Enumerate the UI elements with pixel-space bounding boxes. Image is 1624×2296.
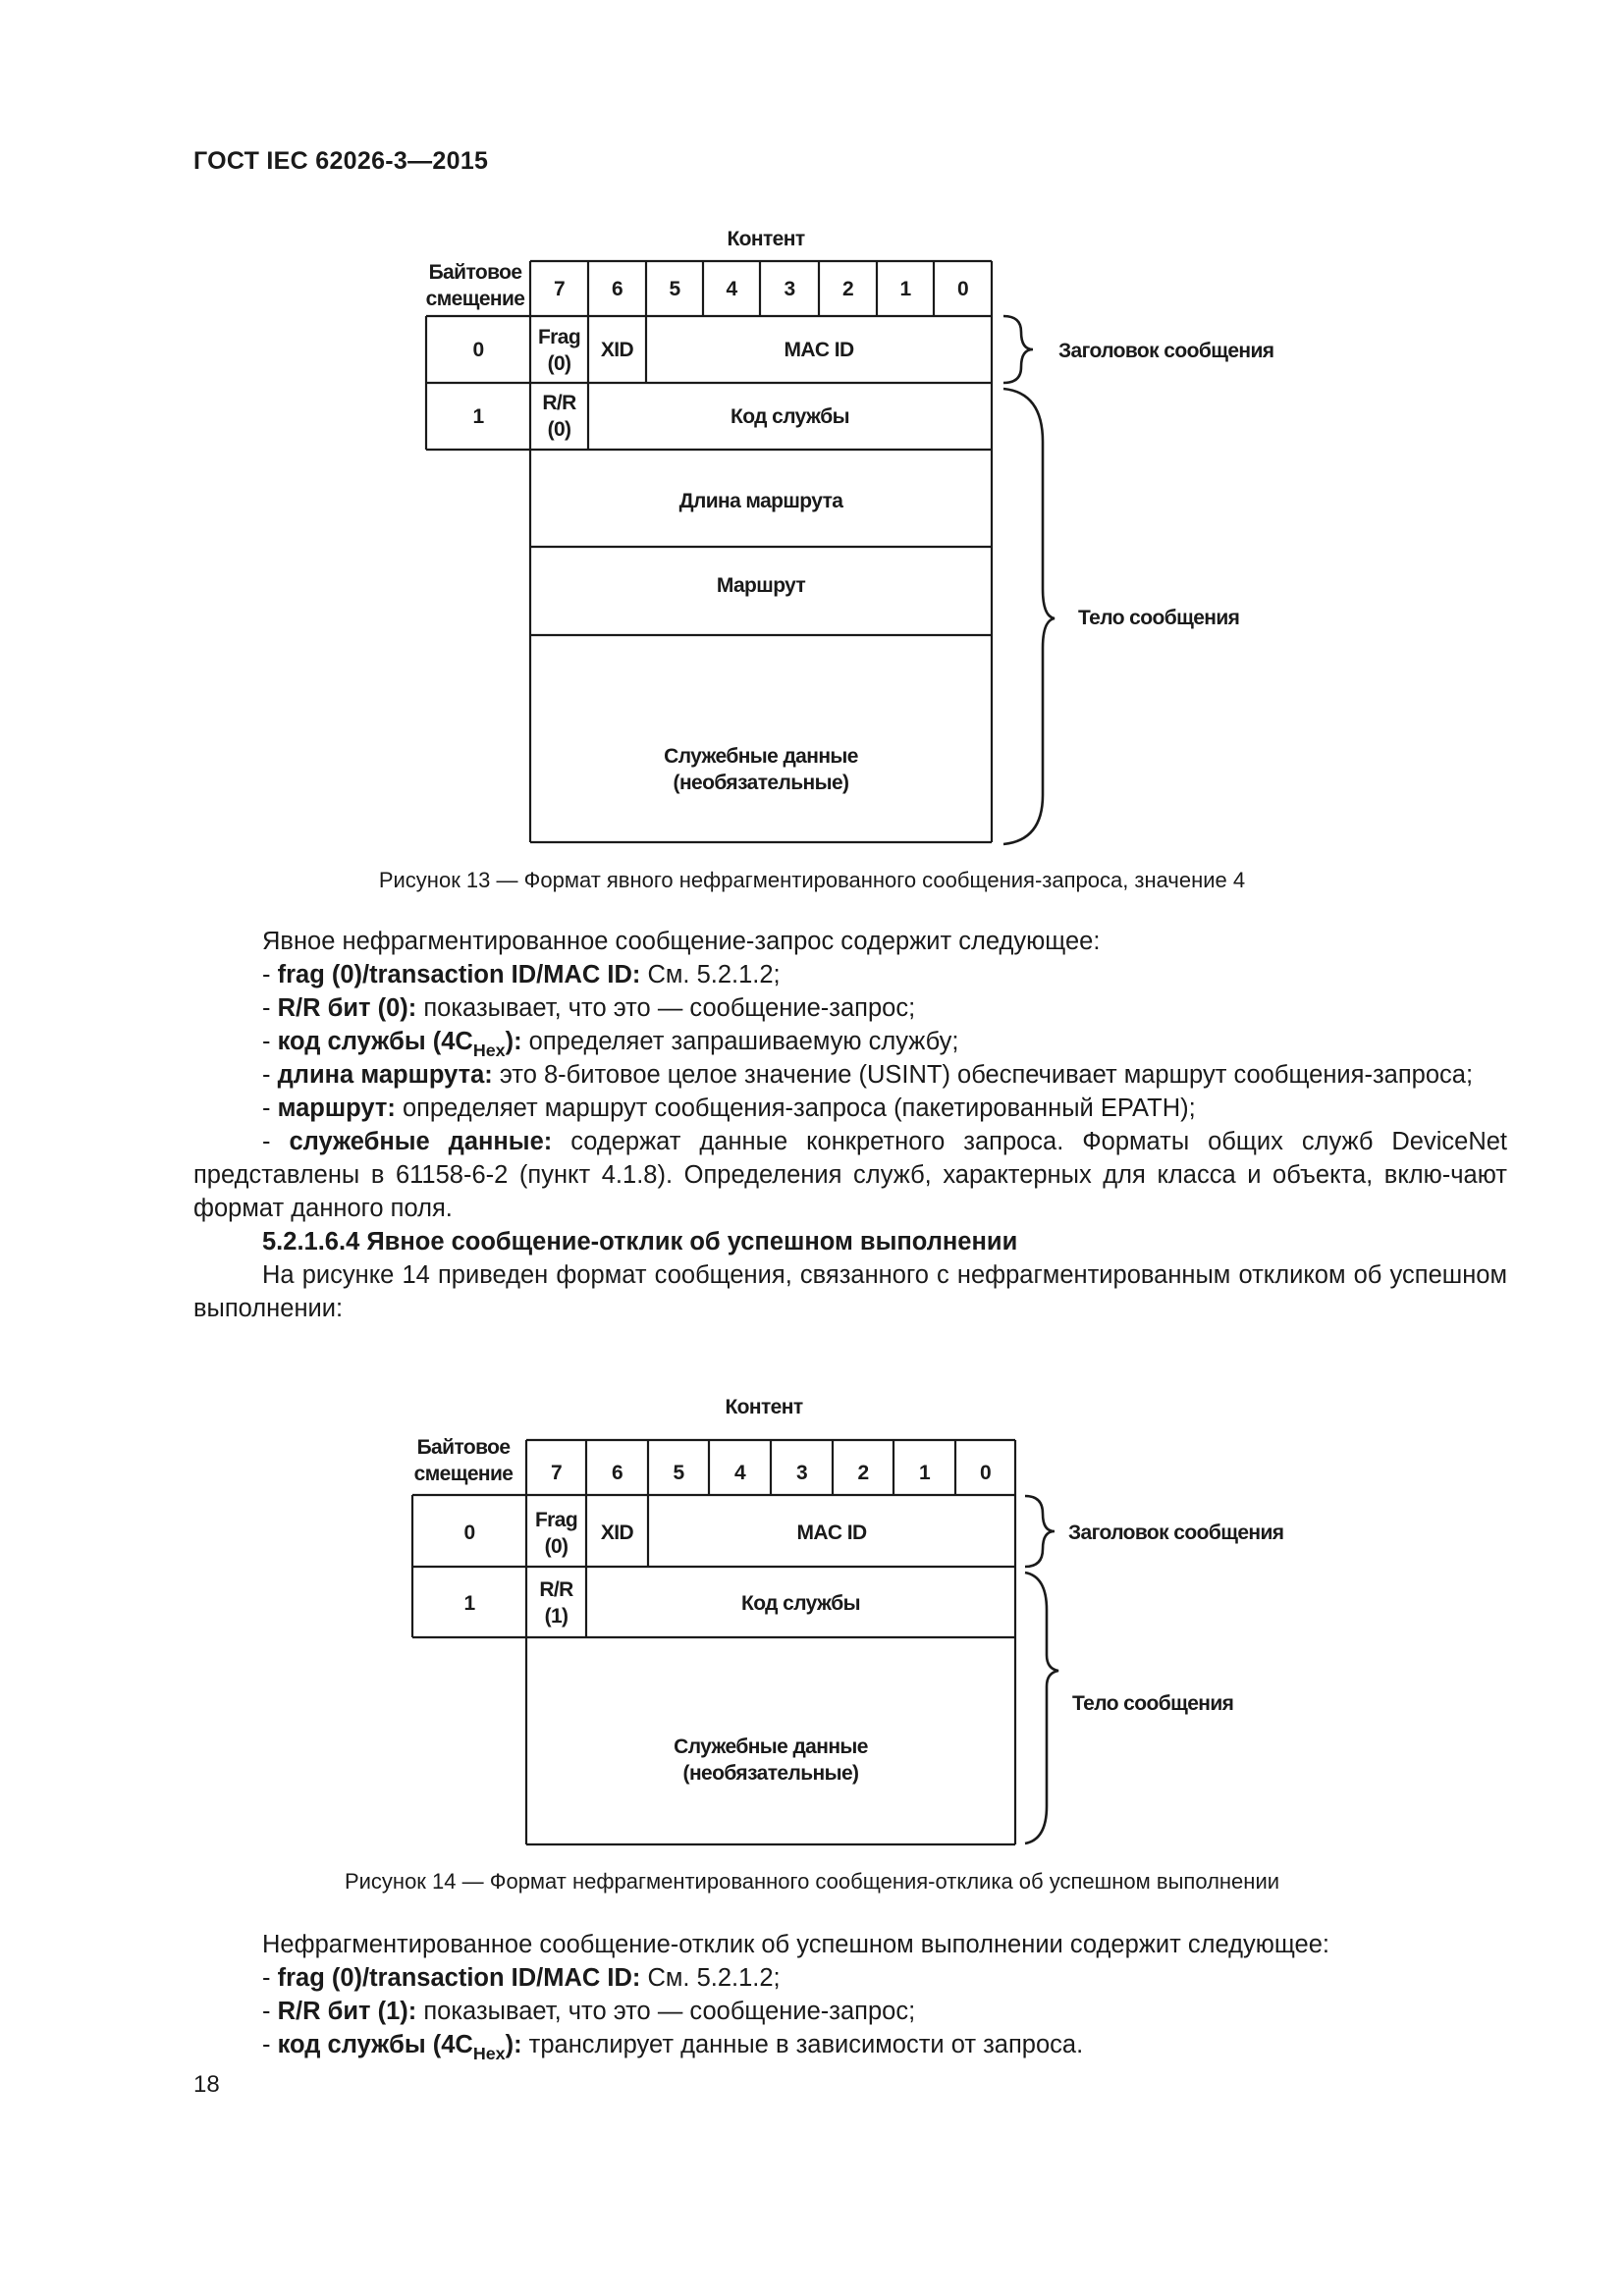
bit-label: 6 [611,278,623,300]
xid-field: XID [600,339,634,361]
list-item [193,958,1507,991]
frag-value: (0) [547,352,571,375]
bit-label: 7 [553,278,566,300]
body-brace-label: Тело сообщения [1072,1692,1234,1715]
mac-id-field: MAC ID [796,1522,867,1544]
list-item [193,1995,1507,2028]
rr-value: (1) [544,1605,568,1628]
term-text: код службы (4C [277,1028,473,1055]
list-dash: - [262,1028,271,1055]
rr-label: R/R [542,392,576,414]
term-text: код службы (4C [277,2031,473,2058]
figure-13-caption: Рисунок 13 — Формат явного нефрагментированного сообщения-запроса, значение 4 [378,868,1246,892]
bit-label: 2 [857,1462,869,1484]
list-dash: - [262,2031,271,2058]
term-text: ): [505,2031,522,2058]
description: определяет запрашиваемую службу; [521,1028,959,1055]
offset-label-line2: смещение [413,1463,514,1485]
bit-label: 0 [956,278,969,300]
list-item [193,1092,1507,1125]
bit-label: 5 [673,1462,684,1484]
service-data-field: Служебные данные [664,745,858,768]
page-number: 18 [193,2071,220,2098]
offset-label-line1: Байтовое [416,1436,511,1459]
bit-label: 1 [899,278,911,300]
service-data-optional: (необязательные) [673,772,849,794]
term: frag (0)/transaction ID/MAC ID: [277,961,641,988]
term: frag (0)/transaction ID/MAC ID: [277,1964,641,1992]
term-subscript: Hex [472,2044,506,2063]
body-brace [1003,389,1055,844]
bit-label: 4 [726,278,737,300]
route-length-field: Длина маршрута [678,490,843,512]
section-paragraph: На рисунке 14 приведен формат сообщения, связанного с нефрагментированным откликом об успешном выполнении: [193,1261,1507,1322]
route-field: Маршрут [716,574,806,597]
bit-label: 6 [611,1462,623,1484]
content-label: Контент [727,228,805,250]
list-item [193,2028,1507,2061]
description: См. 5.2.1.2; [640,1964,781,1992]
list-item [193,991,1507,1025]
list-dash: - [262,994,271,1022]
term: маршрут: [277,1095,396,1122]
bit-label: 7 [550,1462,563,1484]
byte-offset: 1 [472,405,484,428]
document-header: ГОСТ IEC 62026-3—2015 [193,147,489,175]
intro-paragraph: Нефрагментированное сообщение-отклик об успешном выполнении содержит следующее: [262,1931,1329,1958]
byte-offset: 0 [463,1522,475,1544]
list-dash: - [262,961,271,988]
list-item [193,1125,1507,1225]
bit-label: 1 [918,1462,931,1484]
list-dash: - [262,1998,271,2025]
list-dash: - [262,1095,271,1122]
header-brace [1025,1496,1055,1567]
list-item [193,1058,1507,1092]
service-code-field: Код службы [730,405,849,428]
list-item [193,1961,1507,1995]
term: служебные данные: [289,1128,553,1155]
bit-label: 5 [669,278,680,300]
description: это 8-битовое целое значение (USINT) обеспечивает маршрут сообщения-запроса; [492,1061,1474,1089]
rr-value: (0) [547,418,571,441]
bit-label: 2 [841,278,854,300]
list-dash: - [262,1128,271,1155]
bit-label: 3 [784,278,795,300]
term-subscript: Hex [472,1041,506,1060]
frag-value: (0) [544,1535,568,1558]
term-text: ): [505,1028,522,1055]
figure-14-lines [0,1374,1624,1865]
byte-offset: 1 [463,1592,475,1615]
xid-field: XID [600,1522,634,1544]
byte-offset: 0 [472,339,484,361]
description: показывает, что это — сообщение-запрос; [416,1998,916,2025]
service-code-field: Код службы [740,1592,860,1615]
header-brace-label: Заголовок сообщения [1068,1522,1284,1544]
body-brace-label: Тело сообщения [1078,607,1240,629]
intro-paragraph: Явное нефрагментированное сообщение-запрос содержит следующее: [262,928,1101,955]
list-dash: - [262,1964,271,1992]
description: транслирует данные в зависимости от запроса. [521,2031,1084,2058]
description: См. 5.2.1.2; [640,961,781,988]
bit-label: 3 [795,1462,808,1484]
frag-label: Frag [534,1509,578,1531]
term: длина маршрута: [277,1061,493,1089]
list-dash: - [262,1061,271,1089]
term: R/R бит (0): [277,994,417,1022]
frag-label: Frag [537,326,581,348]
service-data-optional: (необязательные) [682,1762,859,1785]
header-brace-label: Заголовок сообщения [1058,340,1274,362]
mac-id-field: MAC ID [784,339,854,361]
header-brace [1003,316,1033,383]
bit-label: 0 [979,1462,992,1484]
list-item [193,1025,1507,1058]
service-data-field: Служебные данные [674,1735,868,1758]
offset-label-line2: смещение [425,288,525,310]
content-label: Контент [725,1396,803,1418]
offset-label-line1: Байтовое [428,261,522,284]
rr-label: R/R [539,1578,573,1601]
text-block-2 [193,1928,1507,2061]
description: определяет маршрут сообщения-запроса (пакетированный EPATH); [395,1095,1196,1122]
section-heading: 5.2.1.6.4 Явное сообщение-отклик об успешном выполнении [262,1228,1018,1255]
body-brace [1025,1573,1058,1843]
term [277,2031,522,2063]
description: содержат данные конкретного запроса. Форматы общих служб DeviceNet представлены в 61158-6-2 (пункт 4.1.8). Определения служб, характерных для класса и объекта, вклю-чают формат данного поля. [193,1128,1507,1222]
description: показывает, что это — сообщение-запрос; [416,994,916,1022]
term: R/R бит (1): [277,1998,417,2025]
text-block-1 [193,925,1507,1325]
bit-label: 4 [733,1462,746,1484]
term [277,1028,522,1060]
figure-14-caption: Рисунок 14 — Формат нефрагментированного сообщения-отклика об успешном выполнении [344,1869,1280,1894]
